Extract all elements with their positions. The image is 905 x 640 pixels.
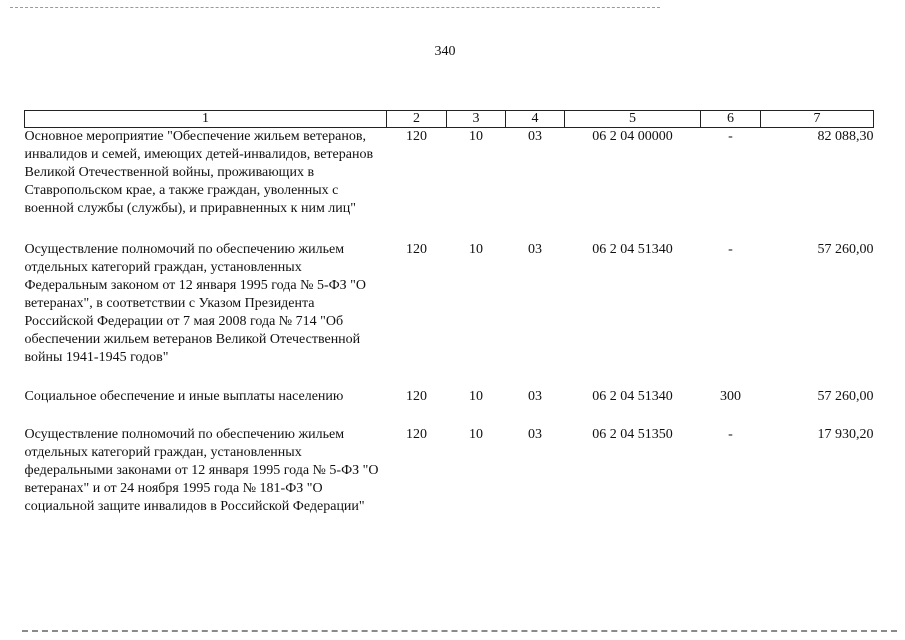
row-description: Основное мероприятие "Обеспечение жильем ветеранов, инвалидов и семей, имеющих детей-инвалидов, ветеранов Великой Отечественной войны, проживающих в Ставропольском крае, а также граждан, уволенных с военной службы (службы), и приравненных к ним лиц" bbox=[24, 129, 374, 216]
row-program-code: 06 2 04 51340 bbox=[592, 242, 673, 257]
column-header-5: 5 bbox=[565, 111, 701, 128]
table-row bbox=[25, 426, 874, 546]
row-expense-type: 300 bbox=[720, 389, 741, 404]
row-amount: 82 088,30 bbox=[817, 129, 874, 144]
table-header-row bbox=[25, 111, 874, 128]
row-amount: 57 260,00 bbox=[817, 242, 874, 257]
budget-table bbox=[24, 110, 874, 546]
row-code-3: 10 bbox=[469, 427, 483, 442]
row-code-3: 10 bbox=[469, 242, 483, 257]
row-code-3: 10 bbox=[469, 129, 483, 144]
table-row bbox=[25, 241, 874, 388]
table-row bbox=[25, 128, 874, 242]
row-amount: 17 930,20 bbox=[817, 427, 874, 442]
row-code-4: 03 bbox=[528, 242, 542, 257]
column-header-3: 3 bbox=[447, 111, 506, 128]
row-expense-type: - bbox=[728, 242, 733, 257]
row-code-4: 03 bbox=[528, 129, 542, 144]
column-header-2: 2 bbox=[387, 111, 447, 128]
column-header-1: 1 bbox=[25, 111, 387, 128]
row-code-2: 120 bbox=[406, 129, 427, 144]
table-row bbox=[25, 388, 874, 426]
column-header-6: 6 bbox=[701, 111, 761, 128]
column-header-4: 4 bbox=[506, 111, 565, 128]
row-description: Социальное обеспечение и иные выплаты населению bbox=[24, 389, 344, 404]
row-description: Осуществление полномочий по обеспечению жильем отдельных категорий граждан, установленных Федеральным законом от 12 января 1995 года № 5-ФЗ "О ветеранах", в соответствии с Указом Президента Российской Федерации от 7 мая 2008 года № 714 "Об обеспечении жильем ветеранов Великой Отечественной войны 1941-1945 годов" bbox=[24, 242, 367, 365]
scan-edge-top bbox=[10, 7, 660, 8]
row-code-2: 120 bbox=[406, 389, 427, 404]
scan-edge-bottom bbox=[22, 630, 897, 632]
row-code-2: 120 bbox=[406, 427, 427, 442]
row-program-code: 06 2 04 00000 bbox=[592, 129, 673, 144]
row-expense-type: - bbox=[728, 129, 733, 144]
row-expense-type: - bbox=[728, 427, 733, 442]
row-code-4: 03 bbox=[528, 427, 542, 442]
row-amount: 57 260,00 bbox=[817, 389, 874, 404]
column-header-7: 7 bbox=[761, 111, 874, 128]
row-program-code: 06 2 04 51350 bbox=[592, 427, 673, 442]
row-code-4: 03 bbox=[528, 389, 542, 404]
row-description: Осуществление полномочий по обеспечению жильем отдельных категорий граждан, установленных федеральными законами от 12 января 1995 года № 5-ФЗ "О ветеранах" и от 24 ноября 1995 года № 181-ФЗ "О социальной защите инвалидов в Российской Федерации" bbox=[24, 427, 379, 514]
row-code-2: 120 bbox=[406, 242, 427, 257]
row-program-code: 06 2 04 51340 bbox=[592, 389, 673, 404]
page-number: 340 bbox=[434, 44, 456, 59]
row-code-3: 10 bbox=[469, 389, 483, 404]
